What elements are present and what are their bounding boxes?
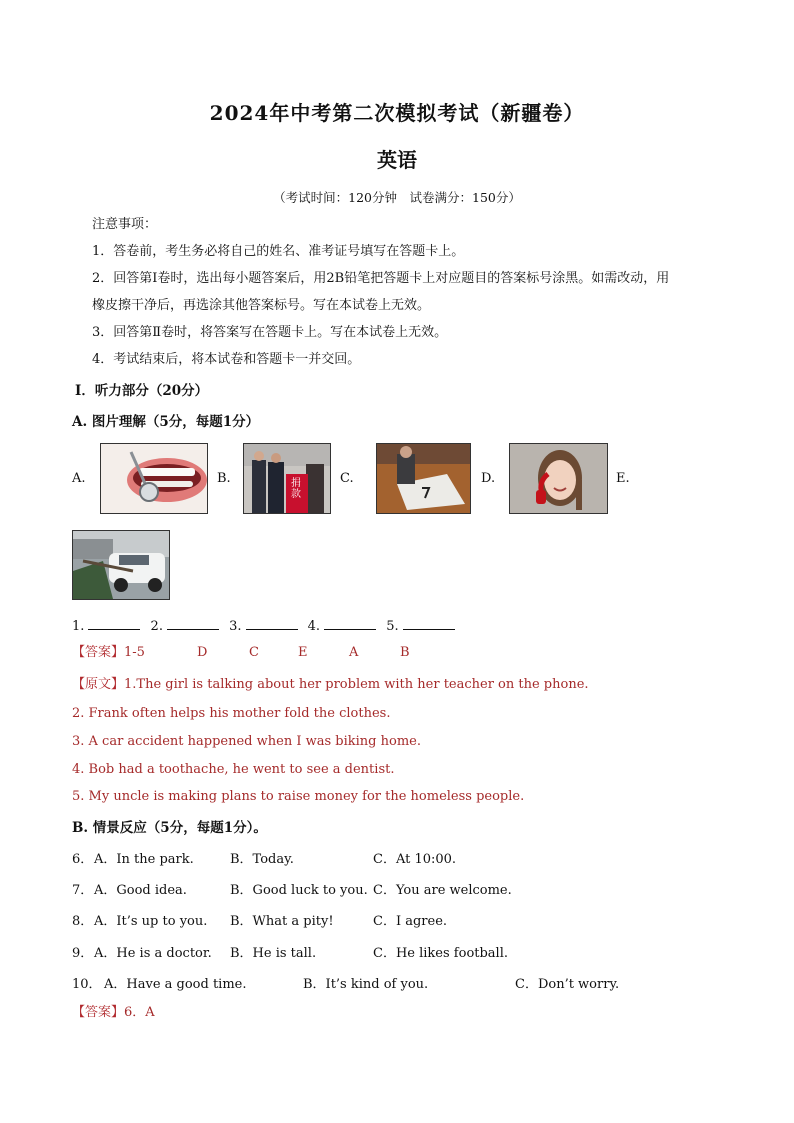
sectionB-answer-value: 6．A: [124, 1005, 155, 1020]
blank-2[interactable]: [167, 616, 219, 630]
blank-3[interactable]: [246, 616, 298, 630]
part1-heading: Ⅰ．听力部分（20分）: [75, 383, 209, 399]
question-7-option-b[interactable]: B．Good luck to you.: [230, 883, 368, 898]
pic-label-e: E.: [616, 471, 630, 486]
blank-label-4: 4.: [307, 619, 321, 634]
blank-1[interactable]: [88, 616, 140, 630]
note-item-4: 4．考试结束后，将本试卷和答题卡一并交回。: [92, 352, 361, 367]
script-line-5: 5. My uncle is making plans to raise money for the homeless people.: [72, 789, 525, 804]
blank-label-5: 5.: [386, 619, 399, 634]
sectionB-heading: B. 情景反应（5分，每题1分）。: [72, 820, 267, 836]
blank-label-3: 3.: [229, 619, 242, 634]
question-9-option-a[interactable]: A．He is a doctor.: [94, 946, 212, 961]
notes-heading: 注意事项：: [92, 217, 158, 232]
sectionA-answer: [72, 644, 145, 662]
script-line-3: 3. A car accident happened when I was biking home.: [72, 734, 421, 749]
question-10-num: 10．: [72, 977, 102, 992]
answer-label: 【答案】: [72, 645, 125, 660]
question-8-option-b[interactable]: B．What a pity!: [230, 914, 334, 929]
answer-4: A: [349, 645, 359, 660]
script-text-1: 1.The girl is talking about her problem with her teacher on the phone.: [124, 677, 589, 692]
exam-meta: （考试时间：120分钟 试卷满分：150分）: [273, 190, 521, 205]
question-6-option-a[interactable]: A．In the park.: [94, 852, 194, 867]
question-6-option-c[interactable]: C．At 10:00.: [373, 852, 457, 867]
girl-phone-image: [509, 443, 608, 514]
sectionB-answer-label: 【答案】: [72, 1005, 125, 1020]
note-item-3: 3．回答第Ⅱ卷时，将答案写在答题卡上。写在本试卷上无效。: [92, 325, 448, 340]
answer-3: E: [298, 645, 308, 660]
pic-label-d: D.: [481, 471, 496, 486]
script-label: 【原文】: [72, 677, 125, 692]
script-line-2: 2. Frank often helps his mother fold the clothes.: [72, 706, 391, 721]
script-line-4: 4. Bob had a toothache, he went to see a dentist.: [72, 762, 395, 777]
question-9-num: 9．: [72, 946, 94, 961]
subject-title: 英语: [377, 148, 417, 172]
pic-label-c: C.: [340, 471, 354, 486]
note-item-1: 1．答卷前，考生务必将自己的姓名、准考证号填写在答题卡上。: [92, 244, 465, 259]
donation-image: [243, 443, 331, 514]
folding-clothes-image: [376, 443, 471, 514]
blank-label-1: 1.: [72, 619, 85, 634]
car-accident-image: [72, 530, 170, 600]
question-7-option-a[interactable]: A．Good idea.: [94, 883, 187, 898]
question-8-num: 8．: [72, 914, 94, 929]
note-item-2: 2．回答第Ⅰ卷时，选出每小题答案后，用2B铅笔把答题卡上对应题目的答案标号涂黑。如需改动，用: [92, 271, 670, 286]
script-line-1: [72, 676, 589, 694]
question-10-option-b[interactable]: B．It’s kind of you.: [303, 977, 429, 992]
blank-label-2: 2.: [150, 619, 163, 634]
note-item-2-cont: 橡皮擦干净后，再选涂其他答案标号。写在本试卷上无效。: [92, 298, 431, 313]
answer-2: C: [249, 645, 259, 660]
answer-range: 1-5: [124, 645, 145, 660]
question-8-option-c[interactable]: C．I agree.: [373, 914, 448, 929]
pic-label-a: A.: [72, 471, 86, 486]
question-9-option-c[interactable]: C．He likes football.: [373, 946, 509, 961]
question-7-option-c[interactable]: C．You are welcome.: [373, 883, 512, 898]
sectionA-heading: A. 图片理解（5分，每题1分）: [72, 414, 260, 430]
donation-box-sign: 捐款: [291, 478, 301, 500]
teeth-image: [100, 443, 208, 514]
question-10-option-a[interactable]: A．Have a good time.: [104, 977, 247, 992]
question-8-option-a[interactable]: A．It’s up to you.: [94, 914, 208, 929]
question-10-option-c[interactable]: C．Don’t worry.: [515, 977, 620, 992]
answer-5: B: [400, 645, 410, 660]
answer-1: D: [197, 645, 208, 660]
pic-label-b: B.: [217, 471, 231, 486]
exam-title: 2024年中考第二次模拟考试（新疆卷）: [209, 101, 585, 125]
question-6-option-b[interactable]: B．Today.: [230, 852, 294, 867]
blank-4[interactable]: [324, 616, 376, 630]
answer-blanks: [72, 616, 461, 636]
question-9-option-b[interactable]: B．He is tall.: [230, 946, 317, 961]
blank-5[interactable]: [403, 616, 455, 630]
sectionB-answer: [72, 1004, 155, 1022]
question-7-num: 7．: [72, 883, 94, 898]
question-6-num: 6．: [72, 852, 94, 867]
